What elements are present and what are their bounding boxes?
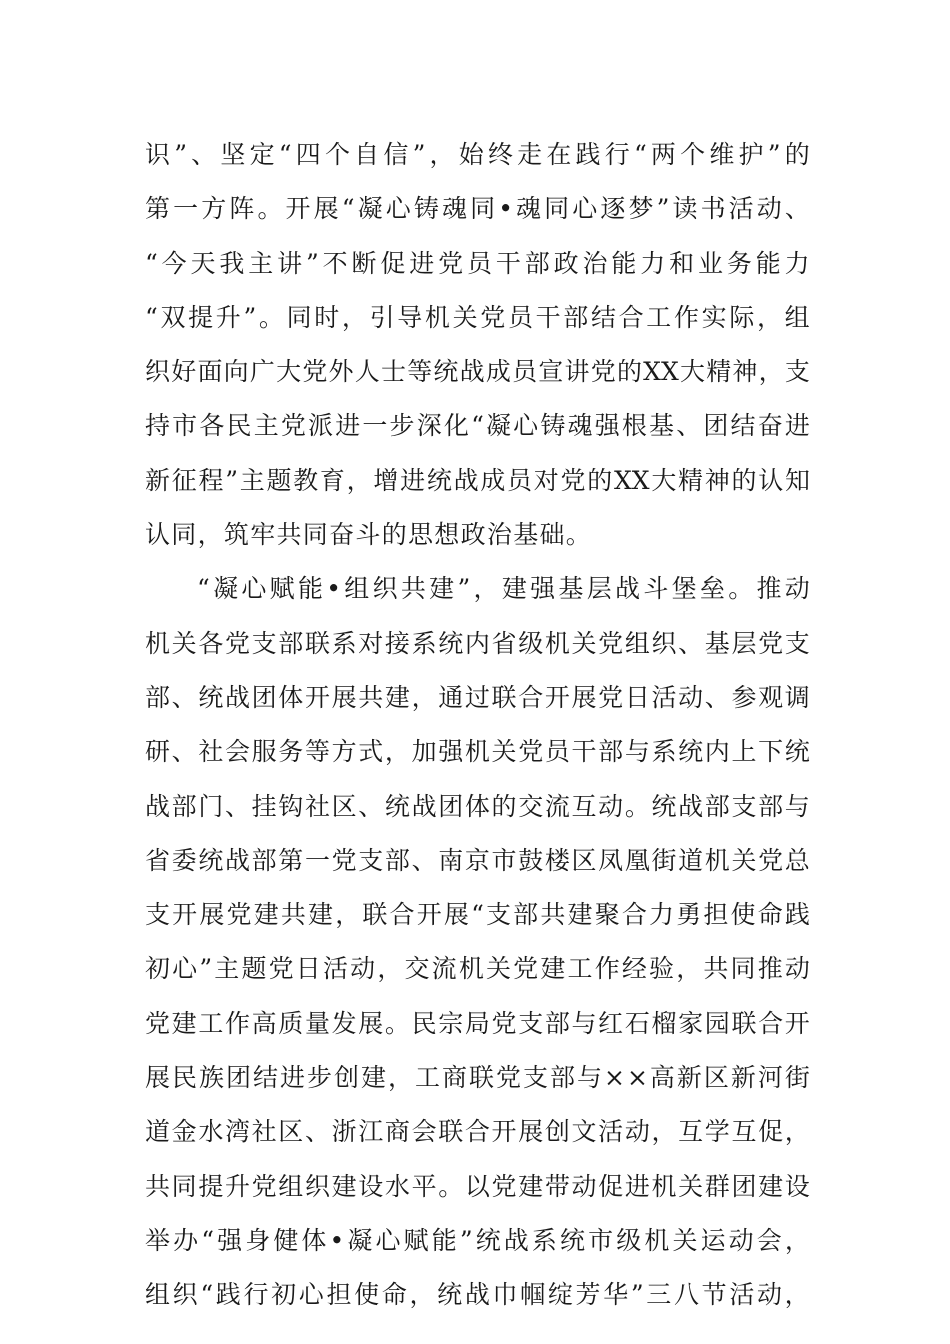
text-line: 举 办 “ 强 身 健 体 • 凝 心 赋 能 ” 统 战 系 统 市 级 机 关 运 动 会 ， [145,1225,810,1255]
text-line: “ 今 天 我 主 讲 ” 不 断 促 进 党 员 干 部 政 治 能 力 和 业 务 能 力 [145,248,810,278]
text-line: 部 、 统 战 团 体 开 展 共 建 ， 通 过 联 合 开 展 党 日 活 动 、 参 观 调 [145,682,810,712]
text-line: 识 ” 、 坚 定 “ 四 个 自 信 ” ， 始 终 走 在 践 行 “ 两 个 维 护 ” 的 [145,140,810,169]
text-line: 新 征 程 ” 主 题 教 育 ， 增 进 统 战 成 员 对 党 的 XX 大 精 神 的 认 知 [145,465,810,495]
text-line: “ 凝 心 赋 能 • 组 织 共 建 ” ， 建 强 基 层 战 斗 堡 垒 。 推 动 [197,574,810,604]
text-line: 党 建 工 作 高 质 量 发 展 。 民 宗 局 党 支 部 与 红 石 榴 家 园 联 合 开 [145,1008,810,1038]
text-line: 研 、 社 会 服 务 等 方 式 ， 加 强 机 关 党 员 干 部 与 系 统 内 上 下 统 [145,737,810,767]
text-line: 省 委 统 战 部 第 一 党 支 部 、 南 京 市 鼓 楼 区 凤 凰 街 道 机 关 党 总 [145,845,810,875]
text-line: 展 民 族 团 结 进 步 创 建 ， 工 商 联 党 支 部 与 × × 高 新 区 新 河 街 [145,1063,810,1093]
text-line: “ 双 提 升 ” 。 同 时 ， 引 导 机 关 党 员 干 部 结 合 工 作 实 际 ， 组 [145,302,810,332]
text-line: 织 好 面 向 广 大 党 外 人 士 等 统 战 成 员 宣 讲 党 的 XX 大 精 神 ， 支 [145,357,810,387]
text-line: 道 金 水 湾 社 区 、 浙 江 商 会 联 合 开 展 创 文 活 动 ， 互 学 互 促 ， [145,1117,810,1147]
text-line: 共 同 提 升 党 组 织 建 设 水 平 。 以 党 建 带 动 促 进 机 关 群 团 建 设 [145,1171,810,1201]
text-line: 组 织 “ 践 行 初 心 担 使 命 ， 统 战 巾 帼 绽 芳 华 ” 三 八 节 活 动 ， [145,1280,810,1310]
text-line: 持 市 各 民 主 党 派 进 一 步 深 化 “ 凝 心 铸 魂 强 根 基 、 团 结 奋 进 [145,411,810,441]
text-line: 支 开 展 党 建 共 建 ， 联 合 开 展 “ 支 部 共 建 聚 合 力 勇 担 使 命 践 [145,900,810,930]
text-line: 机 关 各 党 支 部 联 系 对 接 系 统 内 省 级 机 关 党 组 织 、 基 层 党 支 [145,628,810,658]
document-body [145,128,810,1323]
text-line: 战 部 门 、 挂 钩 社 区 、 统 战 团 体 的 交 流 互 动 。 统 战 部 支 部 与 [145,791,810,821]
text-line: 初 心 ” 主 题 党 日 活 动 ， 交 流 机 关 党 建 工 作 经 验 ， 共 同 推 动 [145,954,810,984]
text-line: 第 一 方 阵 。 开 展 “ 凝 心 铸 魂 同 • 魂 同 心 逐 梦 ” 读 书 活 动 、 [145,194,810,224]
text-line: 认同，筑牢共同奋斗的思想政治基础。 [145,520,593,550]
